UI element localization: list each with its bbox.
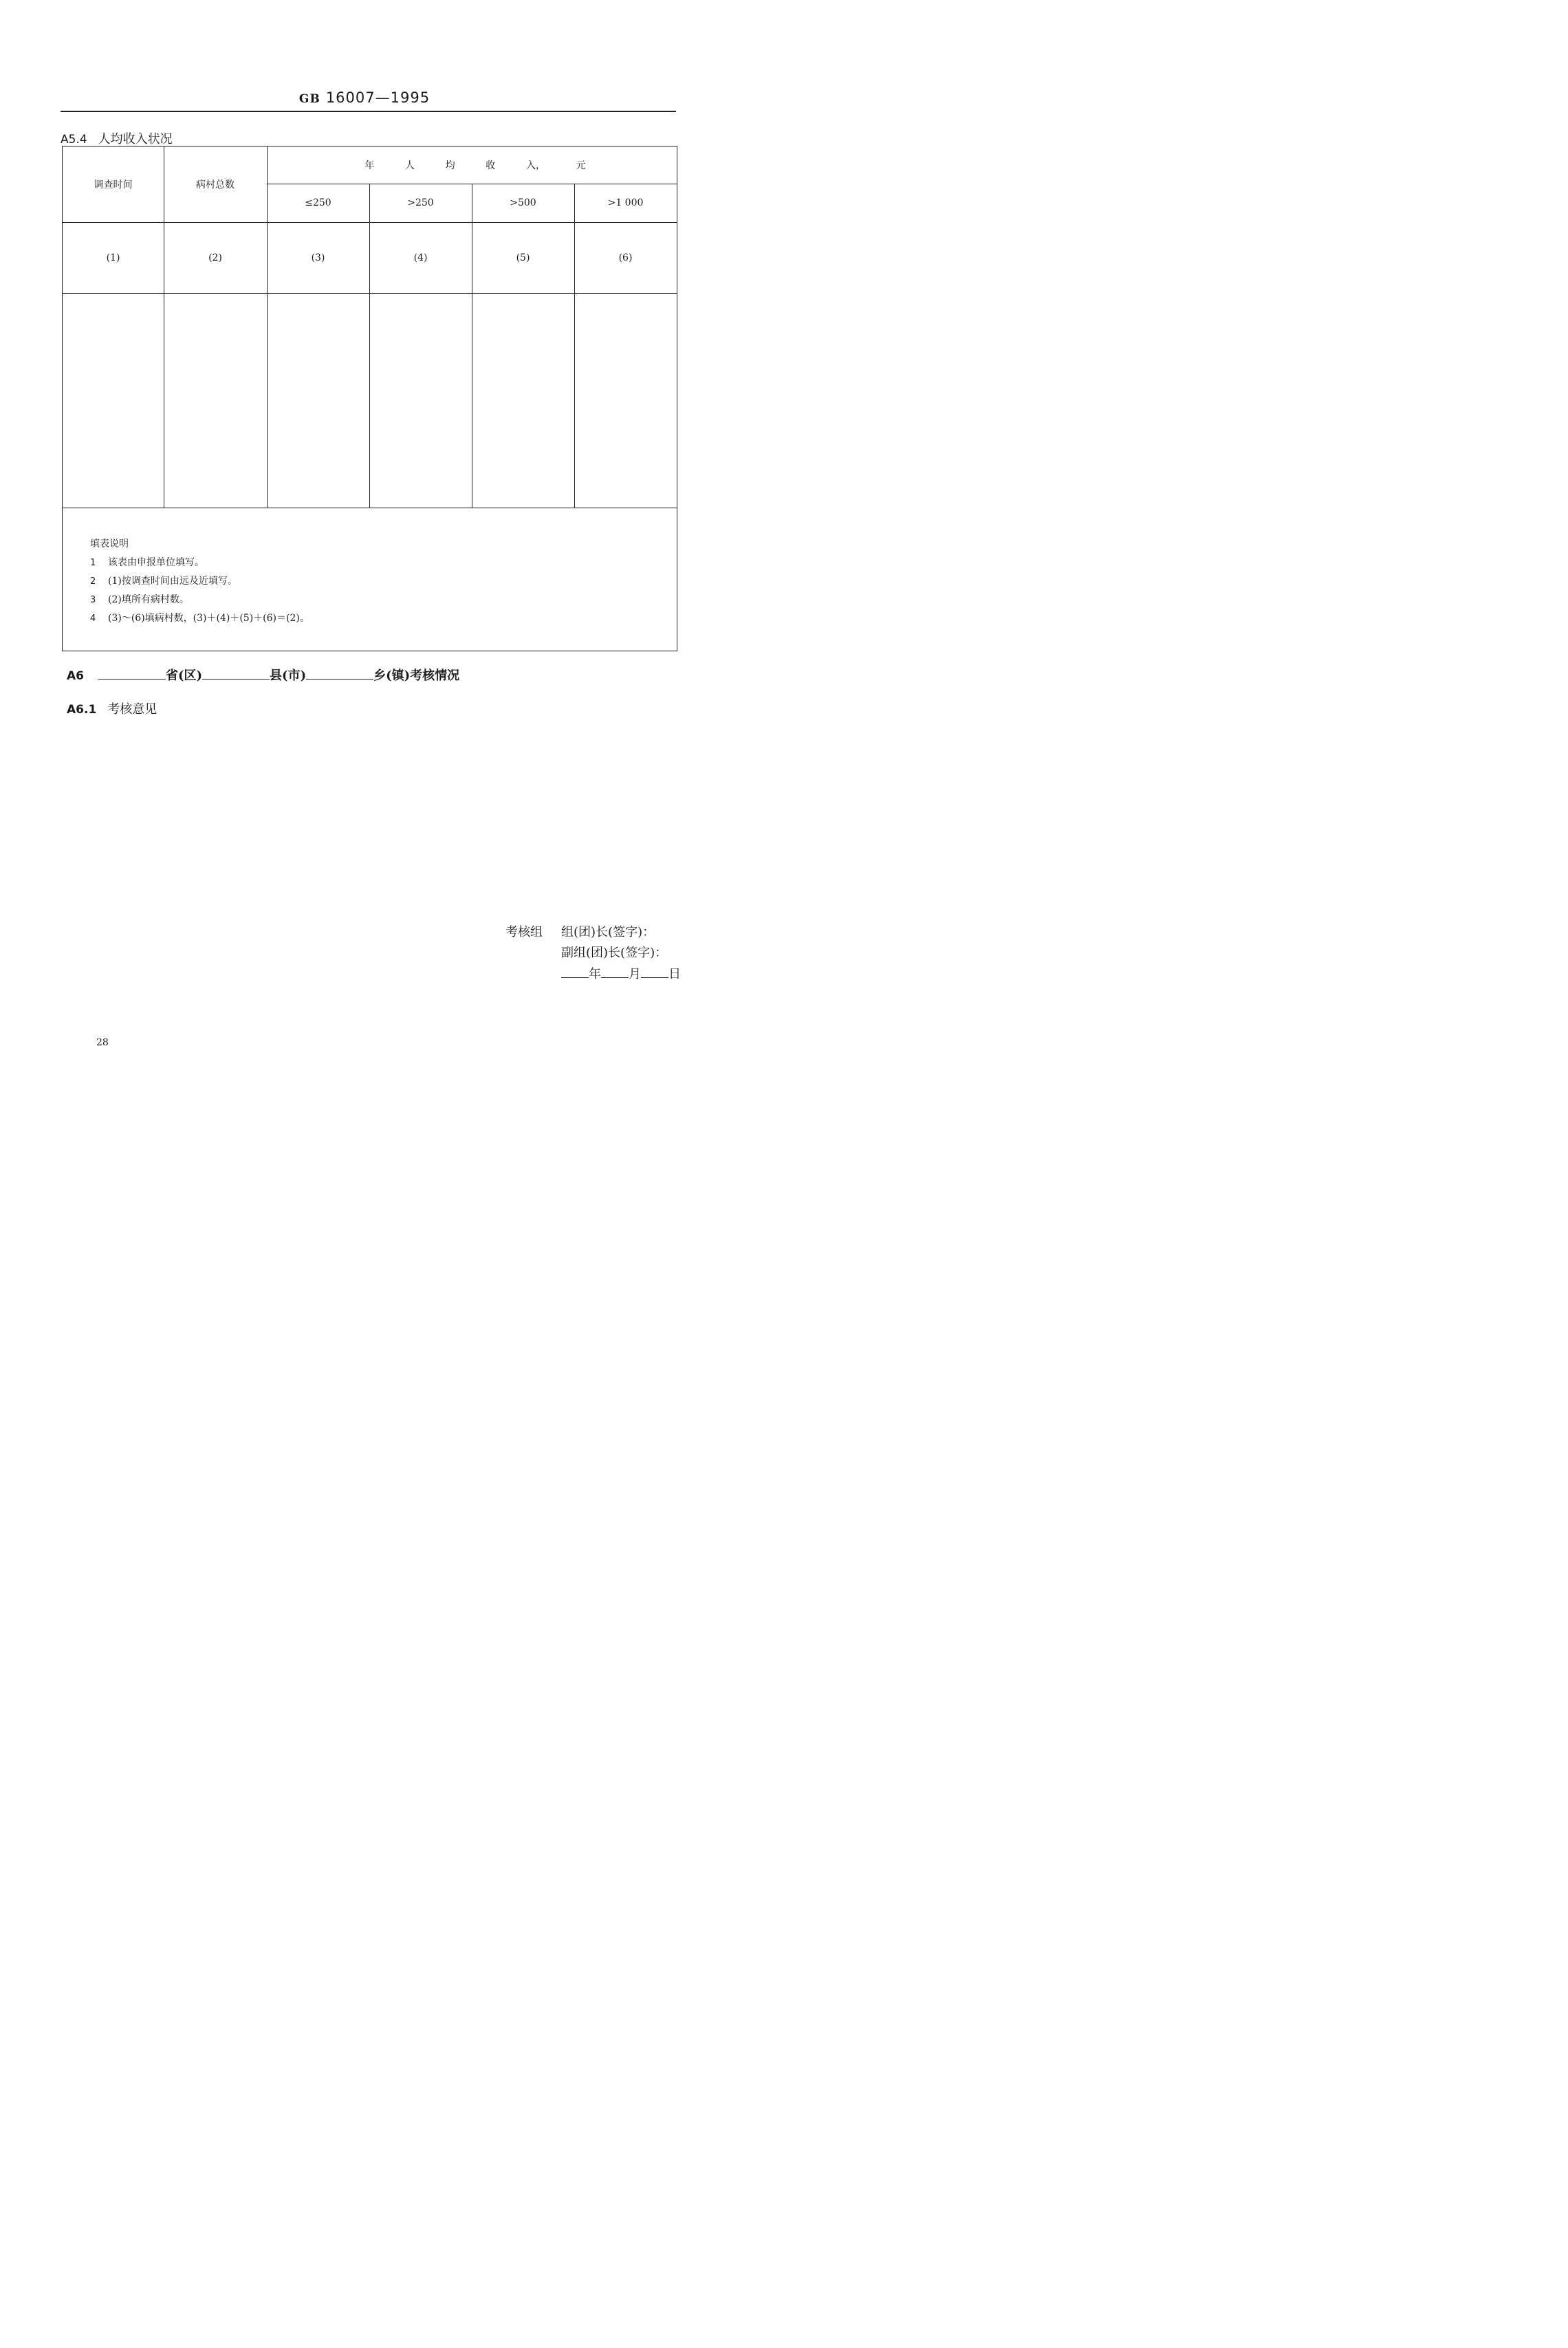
- month-label: 月: [629, 967, 641, 981]
- section-a54-number: A5.4: [61, 133, 87, 146]
- note-text: (3)～(6)填病村数，(3)＋(4)＋(5)＋(6)＝(2)。: [108, 613, 309, 624]
- header-income-gt-1000: >1 000: [607, 197, 644, 208]
- county-label: 县(市): [270, 668, 307, 683]
- group-header-char: 年: [364, 160, 375, 171]
- day-blank[interactable]: [641, 965, 668, 978]
- note-line: [90, 572, 309, 591]
- standard-prefix: GB: [298, 92, 320, 106]
- notes-title: 填表说明: [90, 539, 129, 550]
- header-income-gt-250: >250: [407, 197, 434, 208]
- data-cell-income-gt-500[interactable]: [472, 293, 574, 508]
- col-index-4: (4): [413, 252, 428, 263]
- county-blank[interactable]: [202, 666, 270, 680]
- day-label: 日: [668, 967, 681, 981]
- group-header-char: 均: [445, 160, 455, 171]
- table-notes: [90, 535, 309, 628]
- note-line: [90, 554, 309, 572]
- group-header-char: 元: [576, 160, 586, 171]
- section-a61-heading: [67, 699, 157, 717]
- note-text: 该表由申报单位填写。: [108, 557, 204, 568]
- deputy-signature-label: 副组(团)长(签字)：: [561, 946, 668, 960]
- header-income-le-250: ≤250: [305, 197, 331, 208]
- year-blank[interactable]: [561, 965, 589, 978]
- col-index-6: (6): [618, 252, 633, 263]
- col-index-2: (2): [208, 252, 222, 263]
- review-group-label: 考核组: [505, 925, 543, 939]
- col-index-1: (1): [106, 252, 120, 263]
- year-label: 年: [589, 967, 601, 981]
- section-a61-title: 考核意见: [107, 702, 157, 717]
- note-number: 3: [90, 595, 96, 605]
- col-index-3: (3): [311, 252, 325, 263]
- note-number: 1: [90, 558, 96, 568]
- leader-signature-label: 组(团)长(签字)：: [561, 925, 655, 939]
- date-line: [561, 964, 681, 982]
- note-text: (2)填所有病村数。: [108, 594, 189, 605]
- note-number: 4: [90, 613, 96, 624]
- section-a6-heading: [67, 666, 459, 684]
- col-index-5: (5): [516, 252, 530, 263]
- data-cell-income-gt-1000[interactable]: [574, 293, 677, 508]
- group-header-char: 人: [404, 160, 415, 171]
- standard-number: 16007—1995: [325, 89, 431, 106]
- section-a54-heading: [61, 129, 173, 147]
- province-blank[interactable]: [98, 666, 166, 680]
- group-header-char: 入，: [525, 160, 545, 171]
- section-a61-number: A6.1: [67, 703, 97, 717]
- data-cell-income-le-250[interactable]: [267, 293, 369, 508]
- data-cell-survey-time[interactable]: [63, 293, 164, 508]
- note-number: 2: [90, 576, 96, 587]
- group-header-char: 收: [486, 160, 496, 171]
- section-a54-title: 人均收入状况: [98, 132, 173, 146]
- township-label: 乡(镇)考核情况: [373, 668, 460, 683]
- page-number: 28: [96, 1037, 109, 1048]
- month-blank[interactable]: [601, 965, 629, 978]
- header-rule: [61, 111, 676, 112]
- note-text: (1)按调查时间由远及近填写。: [108, 576, 237, 587]
- header-income-gt-500: >500: [510, 197, 536, 208]
- standard-code: [0, 89, 729, 106]
- province-label: 省(区): [166, 668, 203, 683]
- header-survey-time: 调查时间: [94, 180, 133, 191]
- section-a6-number: A6: [67, 669, 84, 683]
- township-blank[interactable]: [306, 666, 373, 680]
- income-table: [62, 146, 677, 651]
- header-total-villages: 病村总数: [196, 180, 235, 191]
- header-annual-income-group: [267, 146, 677, 184]
- data-cell-total-villages[interactable]: [164, 293, 267, 508]
- note-line: [90, 591, 309, 609]
- data-cell-income-gt-250[interactable]: [369, 293, 472, 508]
- note-line: [90, 609, 309, 628]
